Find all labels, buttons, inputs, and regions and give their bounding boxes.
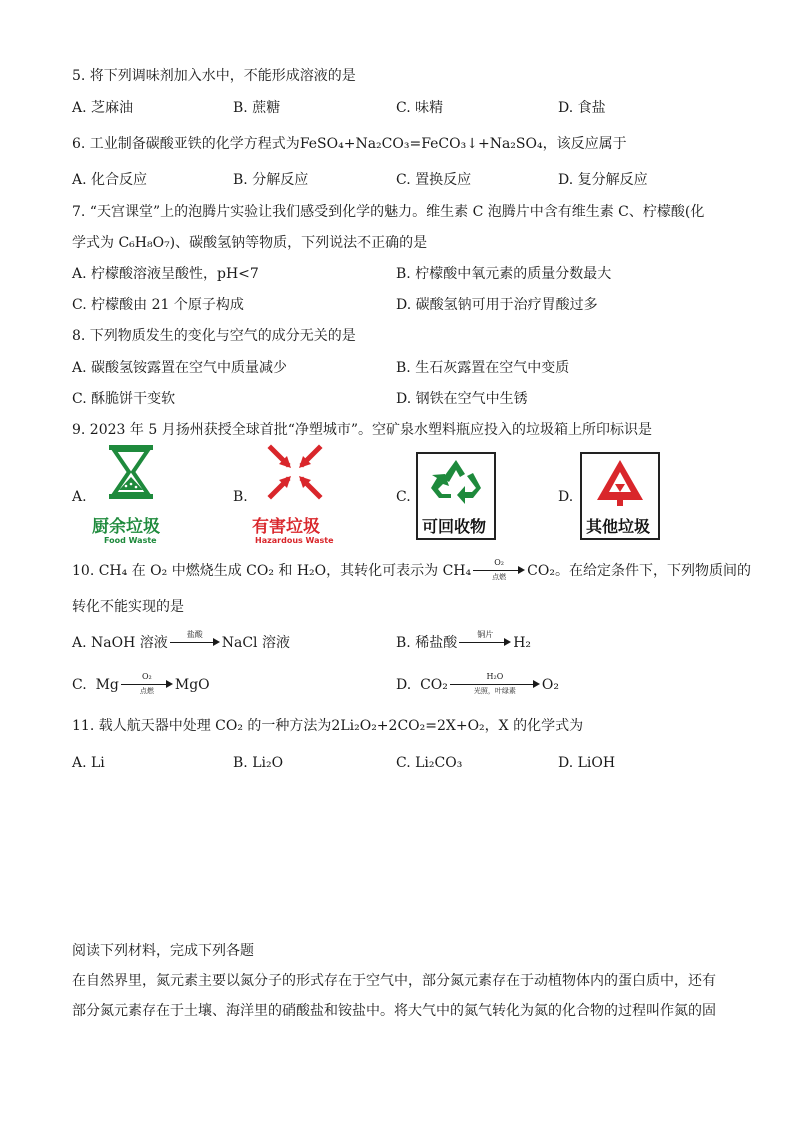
q9-option-d-letter: D. (558, 489, 574, 505)
q9-option-c-letter: C. (396, 489, 411, 505)
product: NaCl 溶液 (221, 635, 290, 651)
reaction-arrow-top: 盐酸 (186, 630, 203, 639)
q10-option-a (72, 632, 290, 654)
reaction-arrow-bottom: 点燃 (139, 687, 154, 695)
q10-stem (72, 560, 751, 582)
q6-stem (72, 134, 627, 154)
recycle-icon (429, 458, 483, 508)
reaction-arrow-top: O₂ (141, 672, 152, 681)
q10-eq-right: CO₂ (527, 563, 555, 579)
reaction-arrow-bottom: 点燃 (492, 573, 507, 581)
hazardous-waste-label: 有害垃圾 (252, 517, 320, 537)
inward-arrows-icon (267, 444, 323, 500)
q5-option-d: D. 食盐 (558, 100, 606, 116)
reaction-arrow (121, 674, 173, 696)
q6-stem-post: ，该反应属于 (542, 136, 627, 152)
q6-option-c: C. 置换反应 (396, 172, 472, 188)
reactant: Mg (95, 677, 119, 693)
q8-option-b: B. 生石灰露置在空气中变质 (396, 360, 570, 376)
q7-option-c: C. 柠檬酸由 21 个原子构成 (72, 297, 244, 313)
reactant: NaOH 溶液 (91, 635, 168, 651)
q5-option-a: A. 芝麻油 (72, 100, 134, 116)
q9-option-b-letter: B. (233, 489, 248, 505)
triangle-mark-icon (595, 458, 645, 508)
reading-line-1: 在自然界里，氮元素主要以氮分子的形式存在于空气中，部分氮元素存在于动植物体内的蛋白质中，还有 (72, 973, 716, 989)
q8-option-c: C. 酥脆饼干变软 (72, 391, 176, 407)
product: O₂ (541, 677, 559, 693)
q9-stem: 9. 2023 年 5 月扬州获授全球首批“净塑城市”。空矿泉水塑料瓶应投入的垃圾箱上所印标识是 (72, 422, 653, 438)
hourglass-icon (106, 444, 156, 500)
food-waste-sublabel: Food Waste (104, 536, 157, 545)
reaction-arrow (473, 560, 525, 582)
q11-option-c: C. Li₂CO₃ (396, 755, 463, 771)
q11-stem-post: ，X 的化学式为 (484, 718, 584, 734)
q5-option-c: C. 味精 (396, 100, 444, 116)
reaction-arrow-top: H₂O (486, 672, 504, 681)
q10-stem-post: 。在给定条件下，下列物质间的 (554, 563, 751, 579)
food-waste-sign (88, 444, 174, 554)
reaction-arrow-top: 铜片 (477, 630, 494, 639)
q10-option-b (396, 632, 531, 654)
reaction-arrow-top: O₂ (494, 558, 505, 567)
q7-option-a: A. 柠檬酸溶液呈酸性，pH<7 (72, 266, 259, 282)
q9-option-a-letter: A. (72, 489, 87, 505)
reactant: CO₂ (420, 677, 448, 693)
q11-option-d: D. LiOH (558, 755, 616, 771)
q8-stem: 8. 下列物质发生的变化与空气的成分无关的是 (72, 328, 356, 344)
recyclable-label: 可回收物 (422, 517, 487, 536)
q11-option-a: A. Li (72, 755, 105, 771)
q11-option-b: B. Li₂O (233, 755, 284, 771)
q10-stem-pre: 10. CH₄ 在 O₂ 中燃烧生成 CO₂ 和 H₂O，其转化可表示为 (72, 563, 439, 579)
q10-stem-line2: 转化不能实现的是 (72, 599, 184, 615)
reading-line-2: 部分氮元素存在于土壤、海洋里的硝酸盐和铵盐中。将大气中的氮气转化为氮的化合物的过程叫作氮的固 (72, 1003, 716, 1019)
reactant: 稀盐酸 (415, 635, 458, 651)
q10-option-d (396, 674, 559, 696)
q7-stem-line2: 学式为 C₆H₈O₇)、碳酸氢钠等物质，下列说法不正确的是 (72, 235, 428, 251)
hazardous-waste-sign (250, 444, 340, 554)
q6-option-a: A. 化合反应 (72, 172, 148, 188)
q10-option-c (72, 674, 210, 696)
q6-option-d: D. 复分解反应 (558, 172, 648, 188)
option-letter: B. (396, 635, 411, 651)
q8-option-a: A. 碳酸氢铵露置在空气中质量减少 (72, 360, 288, 376)
other-waste-label: 其他垃圾 (586, 517, 651, 536)
other-waste-sign (580, 452, 660, 540)
food-waste-label: 厨余垃圾 (92, 517, 160, 537)
q11-stem (72, 716, 583, 736)
hazardous-waste-sublabel: Hazardous Waste (255, 536, 334, 545)
reaction-arrow (459, 632, 511, 654)
reaction-arrow-bottom: 光照，叶绿素 (473, 687, 516, 695)
option-letter: A. (72, 635, 87, 651)
q6-option-b: B. 分解反应 (233, 172, 309, 188)
q7-option-d: D. 碳酸氢钠可用于治疗胃酸过多 (396, 297, 598, 313)
q5-option-b: B. 蔗糖 (233, 100, 281, 116)
recyclable-sign (416, 452, 496, 540)
q8-option-d: D. 钢铁在空气中生锈 (396, 391, 528, 407)
option-letter: D. (396, 677, 412, 693)
product: H₂ (513, 635, 532, 651)
q6-stem-pre: 6. 工业制备碳酸亚铁的化学方程式为 (72, 136, 300, 152)
q10-eq-left: CH₄ (442, 563, 472, 579)
reading-heading: 阅读下列材料，完成下列各题 (72, 943, 254, 959)
q5-stem: 5. 将下列调味剂加入水中，不能形成溶液的是 (72, 68, 356, 84)
reaction-arrow (450, 674, 540, 696)
option-letter: C. (72, 677, 87, 693)
q6-equation: FeSO₄+Na₂CO₃=FeCO₃↓+Na₂SO₄ (299, 136, 543, 152)
product: MgO (174, 677, 210, 693)
q11-equation: 2Li₂O₂+2CO₂=2X+O₂ (331, 718, 485, 734)
reaction-arrow (170, 632, 220, 654)
q7-stem-line1: 7. “天宫课堂”上的泡腾片实验让我们感受到化学的魅力。维生素 C 泡腾片中含有维生素 C、柠檬酸(化 (72, 204, 705, 220)
q7-option-b: B. 柠檬酸中氧元素的质量分数最大 (396, 266, 612, 282)
q11-stem-pre: 11. 载人航天器中处理 CO₂ 的一种方法为 (72, 718, 332, 734)
